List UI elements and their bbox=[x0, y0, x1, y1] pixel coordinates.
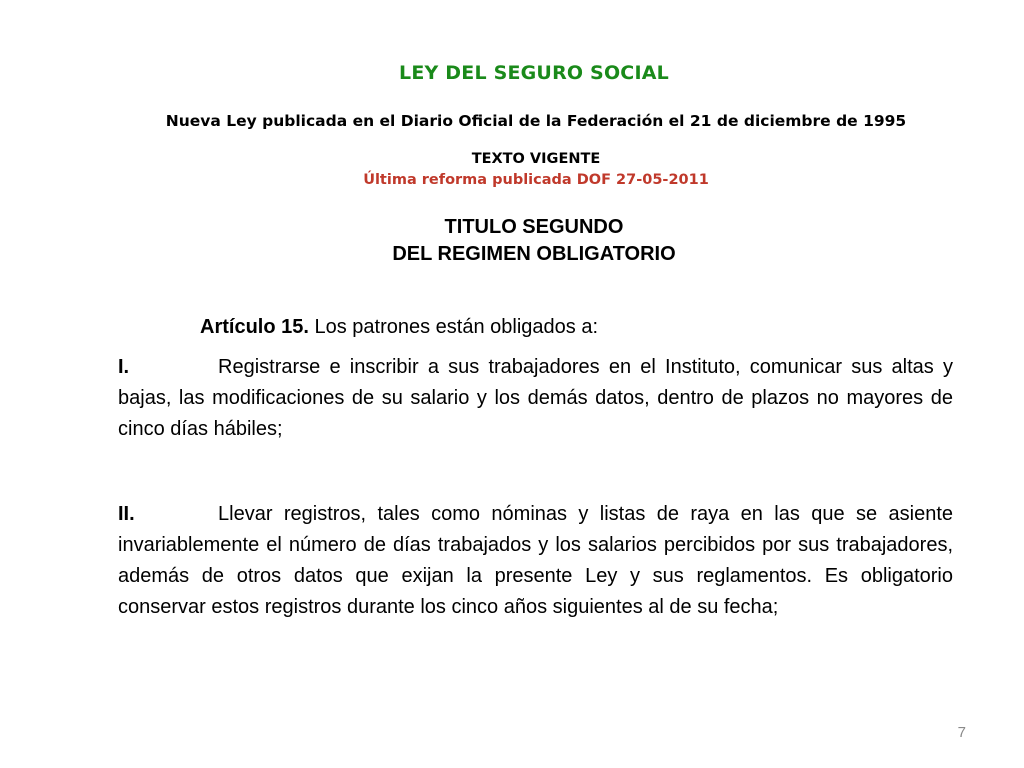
clause-number: I. bbox=[118, 356, 130, 378]
clause-number: II. bbox=[118, 503, 135, 525]
clause-item bbox=[118, 499, 953, 623]
article-intro: Los patrones están obligados a: bbox=[308, 316, 599, 338]
title-subheading: DEL REGIMEN OBLIGATORIO bbox=[392, 243, 676, 265]
law-title: LEY DEL SEGURO SOCIAL bbox=[399, 62, 669, 84]
page-number: 7 bbox=[957, 724, 966, 741]
text-status: TEXTO VIGENTE bbox=[471, 151, 601, 167]
article-label: Artículo 15. bbox=[200, 316, 309, 338]
title-heading: TITULO SEGUNDO bbox=[444, 216, 624, 238]
article-heading bbox=[200, 312, 960, 343]
clause-text: Registrarse e inscribir a sus trabajadores en el Instituto, comunicar sus altas y bajas, las modificaciones de su salario y los demás datos, dentro de plazos no mayores de cinco días hábiles; bbox=[118, 356, 953, 440]
clause-item bbox=[118, 352, 953, 445]
clause-text: Llevar registros, tales como nóminas y listas de raya en las que se asiente invariablemente el número de días trabajados y los salarios percibidos por sus trabajadores, además de otros datos que exijan la presente Ley y sus reglamentos. Es obligatorio conservar estos registros durante los cinco años siguientes al de su fecha; bbox=[118, 503, 953, 618]
publication-subtitle: Nueva Ley publicada en el Diario Oficial de la Federación el 21 de diciembre de 1995 bbox=[165, 112, 907, 130]
last-reform-note: Última reforma publicada DOF 27-05-2011 bbox=[363, 172, 709, 188]
